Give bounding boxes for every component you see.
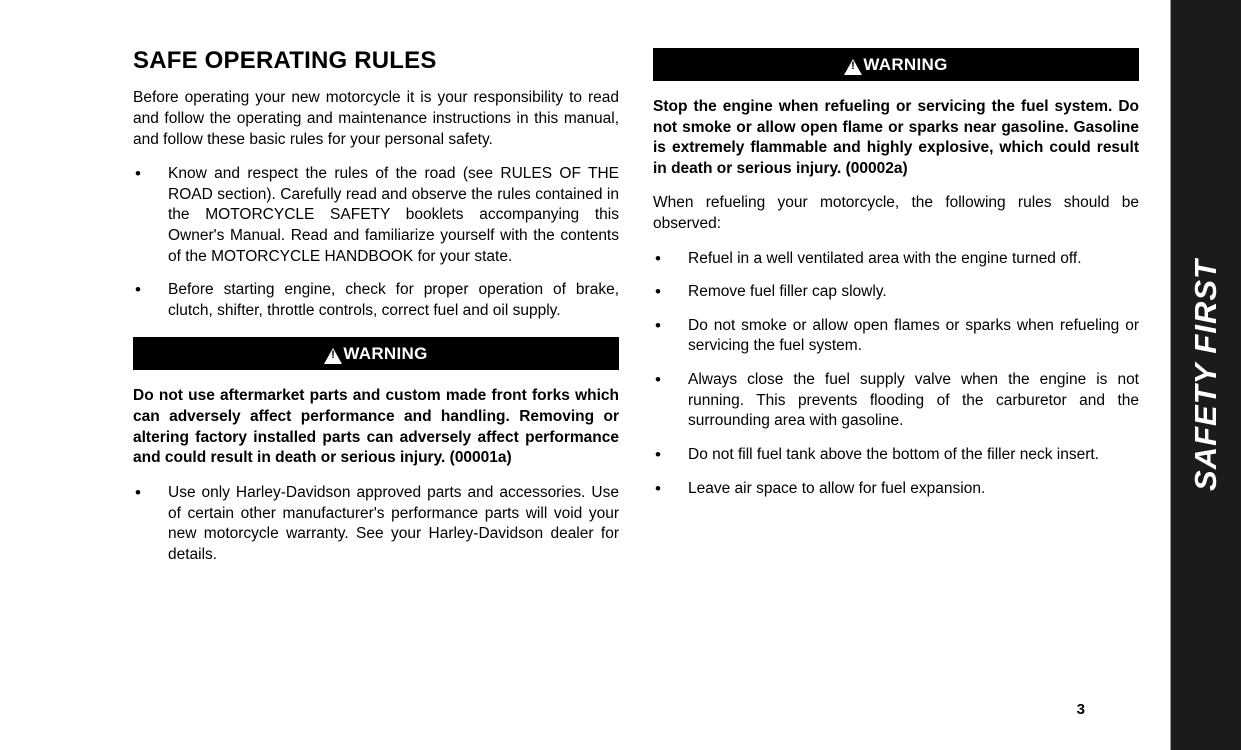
- page-columns: [133, 48, 1143, 708]
- section-side-tab-label: SAFETY FIRST: [1188, 259, 1223, 491]
- list-item-text: Leave air space to allow for fuel expansion.: [688, 479, 986, 497]
- warning-banner-left: [133, 337, 619, 370]
- warning-text-right: Stop the engine when refueling or servicing the fuel system. Do not smoke or allow open flame or sparks near gasoline. Gasoline is extremely flammable and highly explosive, which could result in death or serious injury. (00002a): [653, 98, 1139, 177]
- warning-label: WARNING: [863, 55, 948, 74]
- bullet-icon: •: [655, 370, 661, 390]
- bullet-icon: •: [135, 164, 141, 184]
- list-item: [653, 316, 1139, 357]
- list-item-text: Know and respect the rules of the road (see RULES OF THE ROAD section). Carefully read and observe the rules contained in the MOTORCYCLE SAFETY booklets accompanying this Owner's Manual. Read and familiarize yourself with the contents of the MOTORCYCLE HANDBOOK for your state.: [168, 165, 619, 265]
- list-item: [653, 445, 1139, 466]
- left-warning-bullet-list: [133, 483, 619, 565]
- bullet-icon: •: [655, 478, 661, 498]
- list-item: [653, 479, 1139, 500]
- bullet-icon: •: [135, 280, 141, 300]
- warning-label: WARNING: [343, 344, 428, 364]
- list-item: [653, 370, 1139, 432]
- list-item: [653, 249, 1139, 270]
- warning-triangle-icon: [324, 348, 342, 364]
- list-item: [133, 483, 619, 565]
- list-item-text: Always close the fuel supply valve when the engine is not running. This prevents flooding of the carburetor and the surrounding area with gasoline.: [688, 371, 1139, 430]
- list-item-text: Before starting engine, check for proper operation of brake, clutch, shifter, throttle controls, correct fuel and oil supply.: [168, 281, 619, 319]
- page-title: SAFE OPERATING RULES: [133, 47, 437, 74]
- right-intro-paragraph: When refueling your motorcycle, the following rules should be observed:: [653, 194, 1139, 233]
- page-number: 3: [1076, 701, 1085, 718]
- list-item: [133, 280, 619, 321]
- right-bullet-list: [653, 249, 1139, 499]
- right-column: [653, 48, 1139, 515]
- bullet-icon: •: [135, 482, 141, 502]
- bullet-icon: •: [655, 444, 661, 464]
- section-side-tab: [1171, 0, 1241, 750]
- warning-banner-right: [653, 48, 1139, 81]
- bullet-icon: •: [655, 282, 661, 302]
- list-item-text: Do not fill fuel tank above the bottom of the filler neck insert.: [688, 445, 1099, 463]
- list-item: [133, 164, 619, 267]
- bullet-icon: •: [655, 315, 661, 335]
- left-column: [133, 48, 619, 581]
- warning-text-left: Do not use aftermarket parts and custom made front forks which can adversely affect performance and handling. Removing or altering factory installed parts can adversely affect performance and could result in death or serious injury. (00001a): [133, 387, 619, 467]
- list-item-text: Remove fuel filler cap slowly.: [688, 283, 887, 301]
- left-intro-paragraph: Before operating your new motorcycle it is your responsibility to read and follow the operating and maintenance instructions in this manual, and follow these basic rules for your personal safety.: [133, 89, 619, 148]
- list-item-text: Do not smoke or allow open flames or sparks when refueling or servicing the fuel system.: [688, 316, 1139, 355]
- left-bullet-list: [133, 164, 619, 321]
- bullet-icon: •: [655, 248, 661, 268]
- list-item: [653, 282, 1139, 303]
- warning-triangle-icon: [844, 59, 862, 75]
- list-item-text: Refuel in a well ventilated area with the engine turned off.: [688, 249, 1082, 267]
- list-item-text: Use only Harley-Davidson approved parts and accessories. Use of certain other manufacturer's performance parts will void your new motorcycle warranty. See your Harley-Davidson dealer for details.: [168, 483, 619, 563]
